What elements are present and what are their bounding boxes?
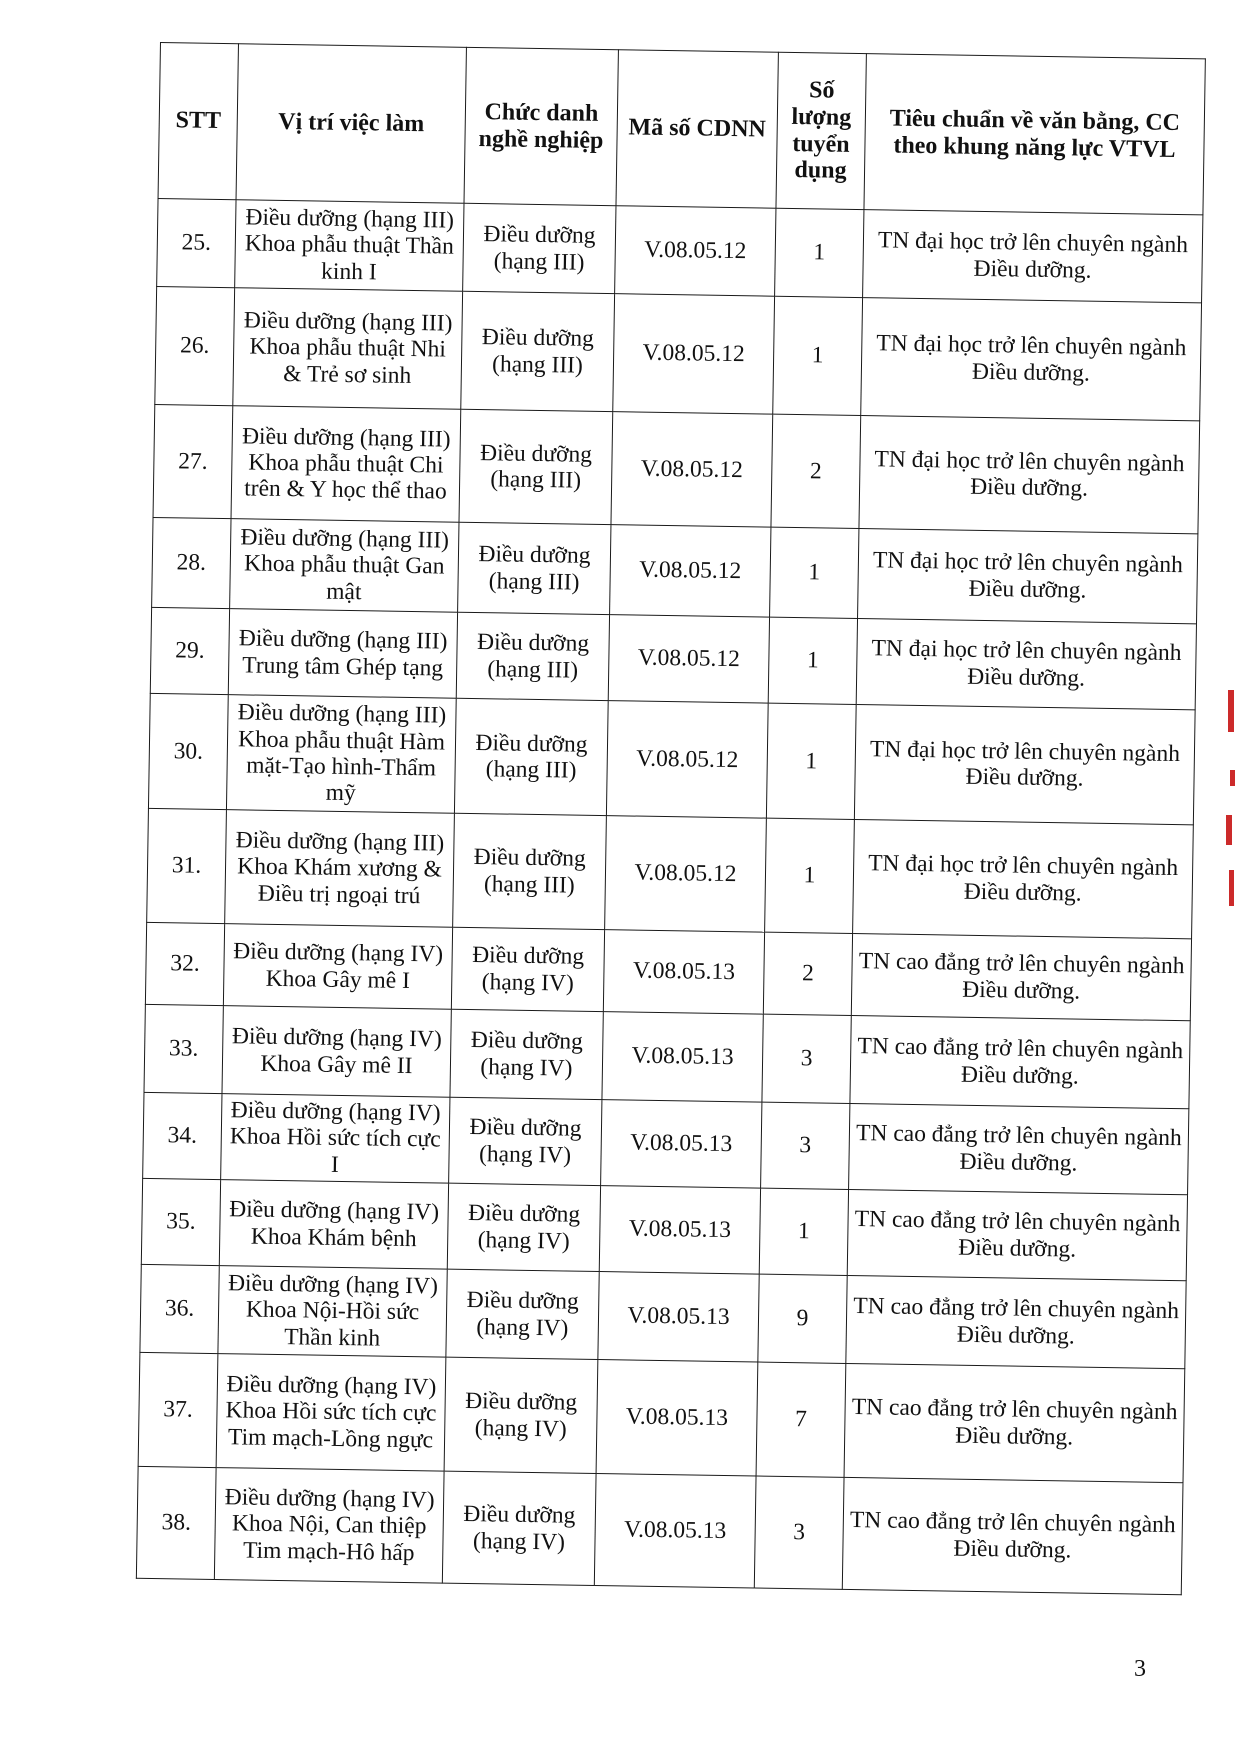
cell-quantity: 1 [773, 296, 863, 415]
cell-title-code: V.08.05.13 [601, 1100, 762, 1189]
cell-title-code: V.08.05.12 [605, 816, 767, 932]
cell-qualification: TN cao đẳng trở lên chuyên ngành Điều dưỡng. [851, 933, 1191, 1020]
cell-qualification: TN cao đẳng trở lên chuyên ngành Điều dưỡng. [847, 1189, 1187, 1280]
cell-qualification: TN đại học trở lên chuyên ngành Điều dưỡng. [853, 820, 1194, 939]
cell-quantity: 2 [771, 414, 861, 528]
header-qualification: Tiêu chuẩn về văn bằng, CC theo khung năng lực VTVL [864, 54, 1205, 215]
cell-job-position: Điều dưỡng (hạng IV) Khoa Hồi sức tích cực Tim mạch-Lồng ngực [216, 1354, 446, 1472]
table-row [148, 693, 1195, 824]
cell-qualification: TN đại học trở lên chuyên ngành Điều dưỡng. [861, 298, 1202, 421]
cell-qualification: TN đại học trở lên chuyên ngành Điều dưỡng. [859, 416, 1200, 534]
cell-job-position: Điều dưỡng (hạng IV) Khoa Nội-Hồi sức Thần kinh [218, 1266, 447, 1358]
cell-title-code: V.08.05.12 [611, 412, 773, 527]
table-row [141, 1178, 1187, 1280]
header-professional-title: Chức danh nghề nghiệp [464, 47, 618, 205]
cell-stt: 38. [136, 1466, 216, 1579]
cell-title-code: V.08.05.12 [613, 294, 775, 414]
cell-stt: 26. [155, 286, 235, 405]
cell-job-position: Điều dưỡng (hạng III) Khoa phẫu thuật Chi trên & Y học thể thao [231, 406, 461, 523]
cell-job-position: Điều dưỡng (hạng III) Khoa Khám xương & Điều trị ngoại trú [225, 810, 455, 928]
cell-professional-title: Điều dưỡng (hạng IV) [446, 1269, 599, 1359]
cell-quantity: 9 [758, 1274, 847, 1363]
cell-qualification: TN đại học trở lên chuyên ngành Điều dưỡng. [863, 210, 1203, 303]
cell-qualification: TN cao đẳng trở lên chuyên ngành Điều dưỡng. [850, 1015, 1190, 1108]
table-row [144, 1004, 1190, 1108]
cell-qualification: TN đại học trở lên chuyên ngành Điều dưỡng. [856, 619, 1196, 710]
cell-qualification: TN đại học trở lên chuyên ngành Điều dưỡng. [854, 705, 1195, 825]
cell-title-code: V.08.05.13 [596, 1360, 758, 1476]
table-row [147, 808, 1194, 938]
cell-stt: 32. [145, 922, 224, 1005]
table-row [143, 1092, 1189, 1194]
table-row [153, 404, 1200, 533]
cell-job-position: Điều dưỡng (hạng III) Khoa phẫu thuật Hàm mặt-Tạo hình-Thẩm mỹ [226, 695, 456, 814]
recruitment-table [136, 42, 1206, 1595]
cell-title-code: V.08.05.13 [598, 1272, 759, 1363]
stamp-edge-mark [1226, 815, 1232, 845]
cell-stt: 25. [157, 198, 236, 287]
cell-stt: 37. [138, 1352, 218, 1467]
cell-title-code: V.08.05.12 [606, 701, 768, 818]
cell-stt: 28. [152, 517, 231, 608]
cell-qualification: TN cao đẳng trở lên chuyên ngành Điều dưỡng. [844, 1363, 1185, 1482]
cell-quantity: 1 [765, 818, 855, 933]
cell-job-position: Điều dưỡng (hạng III) Khoa phẫu thuật Nhi & Trẻ sơ sinh [233, 288, 463, 410]
cell-job-position: Điều dưỡng (hạng IV) Khoa Khám bệnh [219, 1180, 448, 1270]
cell-professional-title: Điều dưỡng (hạng III) [456, 612, 609, 700]
cell-quantity: 3 [762, 1014, 851, 1103]
cell-qualification: TN cao đẳng trở lên chuyên ngành Điều dưỡng. [849, 1103, 1189, 1194]
cell-quantity: 3 [761, 1102, 850, 1189]
cell-stt: 29. [150, 607, 229, 694]
cell-professional-title: Điều dưỡng (hạng IV) [444, 1357, 598, 1473]
table-header-row [158, 43, 1205, 215]
cell-professional-title: Điều dưỡng (hạng III) [454, 698, 608, 815]
cell-professional-title: Điều dưỡng (hạng III) [461, 291, 615, 411]
cell-stt: 27. [153, 404, 233, 518]
cell-stt: 33. [144, 1004, 223, 1093]
cell-professional-title: Điều dưỡng (hạng IV) [450, 1009, 603, 1099]
cell-quantity: 3 [754, 1476, 844, 1589]
table-row [155, 286, 1202, 420]
table-row [150, 607, 1196, 709]
cell-job-position: Điều dưỡng (hạng IV) Khoa Gây mê II [222, 1006, 451, 1098]
header-job-position: Vị trí việc làm [236, 44, 466, 204]
cell-stt: 30. [148, 693, 228, 809]
cell-quantity: 1 [766, 703, 856, 819]
cell-quantity: 7 [756, 1362, 846, 1477]
cell-qualification: TN đại học trở lên chuyên ngành Điều dưỡng. [858, 529, 1198, 624]
cell-stt: 35. [141, 1178, 220, 1265]
cell-job-position: Điều dưỡng (hạng III) Trung tâm Ghép tạng [228, 609, 457, 699]
cell-job-position: Điều dưỡng (hạng IV) Khoa Nội, Can thiệp Tim mạch-Hô hấp [214, 1468, 444, 1584]
cell-title-code: V.08.05.13 [602, 1012, 763, 1103]
cell-professional-title: Điều dưỡng (hạng III) [458, 522, 611, 614]
cell-quantity: 2 [763, 932, 852, 1015]
cell-job-position: Điều dưỡng (hạng IV) Khoa Gây mê I [223, 924, 452, 1010]
cell-stt: 34. [143, 1092, 222, 1179]
table-row [152, 517, 1198, 623]
cell-quantity: 1 [759, 1188, 848, 1275]
cell-professional-title: Điều dưỡng (hạng III) [463, 203, 616, 293]
cell-job-position: Điều dưỡng (hạng IV) Khoa Hồi sức tích cực I [221, 1094, 450, 1184]
cell-qualification: TN cao đẳng trở lên chuyên ngành Điều dưỡng. [846, 1275, 1186, 1368]
cell-quantity: 1 [768, 617, 857, 704]
stamp-edge-mark [1228, 690, 1234, 732]
cell-quantity: 1 [775, 208, 864, 297]
table-row [140, 1264, 1186, 1368]
cell-professional-title: Điều dưỡng (hạng IV) [451, 927, 604, 1011]
cell-professional-title: Điều dưỡng (hạng III) [459, 409, 613, 524]
cell-professional-title: Điều dưỡng (hạng IV) [449, 1097, 602, 1185]
cell-title-code: V.08.05.13 [603, 930, 764, 1015]
header-title-code: Mã số CDNN [616, 50, 778, 208]
cell-title-code: V.08.05.13 [594, 1474, 756, 1588]
table-row [138, 1352, 1185, 1482]
header-quantity: Số lượng tuyển dụng [776, 52, 866, 209]
cell-title-code: V.08.05.12 [615, 206, 776, 297]
cell-job-position: Điều dưỡng (hạng III) Khoa phẫu thuật Gan mật [230, 519, 459, 613]
table-row [136, 1466, 1183, 1594]
stamp-edge-mark [1229, 870, 1234, 906]
cell-professional-title: Điều dưỡng (hạng IV) [447, 1183, 600, 1271]
table-row [157, 198, 1203, 302]
cell-title-code: V.08.05.13 [599, 1186, 760, 1275]
stamp-edge-mark [1230, 770, 1235, 786]
cell-qualification: TN cao đẳng trở lên chuyên ngành Điều dưỡng. [842, 1477, 1183, 1594]
cell-stt: 36. [140, 1264, 219, 1353]
cell-stt: 31. [147, 808, 227, 923]
cell-professional-title: Điều dưỡng (hạng III) [453, 813, 607, 929]
cell-job-position: Điều dưỡng (hạng III) Khoa phẫu thuật Thần kinh I [235, 200, 464, 292]
cell-professional-title: Điều dưỡng (hạng IV) [442, 1471, 596, 1585]
cell-title-code: V.08.05.12 [608, 615, 769, 704]
cell-title-code: V.08.05.12 [610, 525, 771, 618]
cell-quantity: 1 [770, 527, 859, 618]
page-number: 3 [1134, 1656, 1146, 1682]
header-stt: STT [158, 43, 238, 200]
